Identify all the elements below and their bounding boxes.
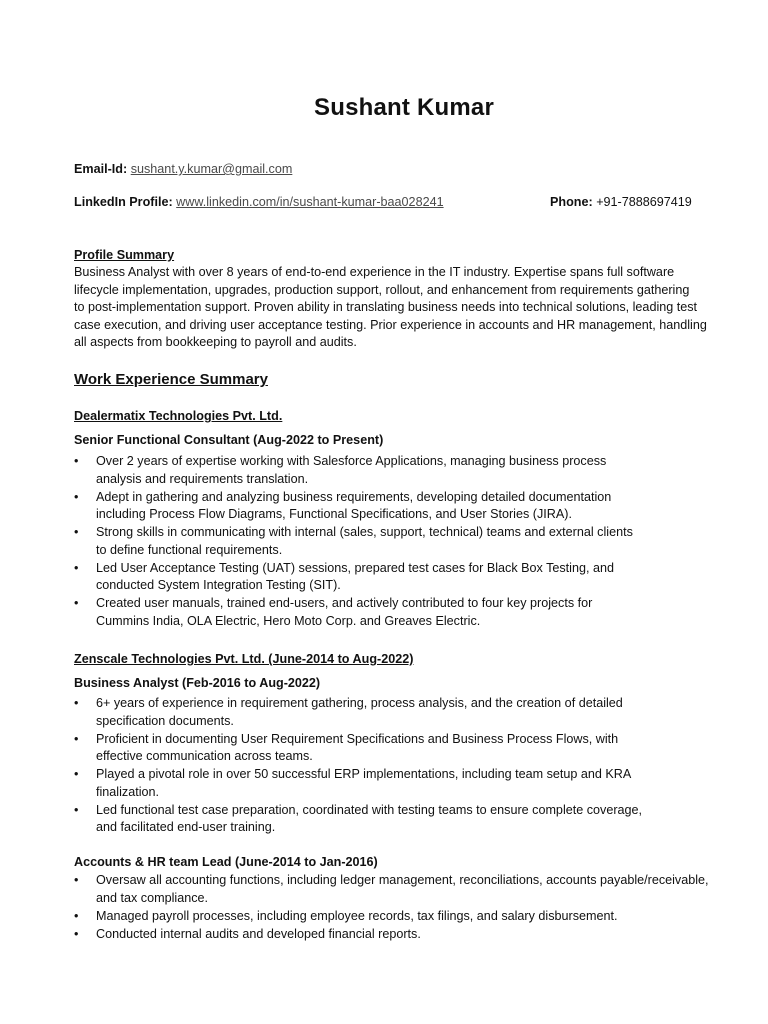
accounts-hr-responsibilities [74,872,709,944]
list-item: • Adept in gathering and analyzing business requirements, developing detailed documentation including Process Flow Diagrams, Functional Specifications, and User Stories (JIRA). [74,489,612,522]
job-title: Business Analyst (Feb-2016 to Aug-2022) [74,676,321,690]
bullet-icon: • [74,767,79,782]
bullet-icon: • [74,908,79,923]
bullet-icon: • [74,731,79,746]
profile-line: lifecycle implementation, upgrades, production support, rollout, and enhancement from requirements gathering [74,282,690,297]
company1-responsibilities [74,453,633,631]
bullet-icon: • [74,802,79,817]
email-line: Email-Id: sushant.y.kumar@gmail.com [74,162,293,176]
list-item: • Strong skills in communicating with internal (sales, support, technical) teams and external clients to define functional requirements. [74,525,633,557]
list-item: • Created user manuals, trained end-users, and actively contributed to four key projects for Cummins India, OLA Electric, Hero Moto Corp. and Greaves Electric. [74,596,593,628]
bullet-icon: • [74,873,79,887]
profile-summary-text [74,264,724,352]
list-item: • 6+ years of experience in requirement gathering, process analysis, and the creation of detailed specification documents. [74,696,623,728]
list-item: • Led functional test case preparation, coordinated with testing teams to ensure complete coverage, and facilitated end-user training. [74,802,643,835]
candidate-name: Sushant Kumar [314,94,494,121]
profile-line: to post-implementation support. Proven ability in translating business needs into technical solutions, leading test [74,300,698,315]
linkedin-link[interactable]: www.linkedin.com/in/sushant-kumar-baa028241 [176,195,444,209]
company-name: Zenscale Technologies Pvt. Ltd. (June-2014 to Aug-2022) [74,652,414,666]
email-link[interactable]: sushant.y.kumar@gmail.com [130,162,293,176]
company2-responsibilities [74,695,642,837]
list-item: • Proficient in documenting User Requirement Specifications and Business Process Flows, with effective communication across teams. [74,731,619,764]
list-item: • Oversaw all accounting functions, including ledger management, reconciliations, accounts payable/receivable, and tax compliance. [74,873,709,905]
bullet-icon: • [74,489,79,504]
phone-label: Phone: [550,195,593,209]
list-item: • Played a pivotal role in over 50 successful ERP implementations, including team setup and KRA finalization. [74,767,632,799]
linkedin-label: LinkedIn Profile [74,195,169,209]
job-title: Senior Functional Consultant (Aug-2022 to Present) [74,433,384,447]
bullet-icon: • [74,525,79,540]
bullet-icon: • [74,560,79,575]
bullet-icon: • [74,454,79,468]
bullet-icon: • [74,926,79,941]
list-item: • Over 2 years of expertise working with Salesforce Applications, managing business process analysis and requirements translation. [74,454,607,486]
phone-value: +91-7888697419 [596,195,692,209]
profile-line: all aspects from bookkeeping to payroll and audits. [74,335,357,350]
list-item: • Conducted internal audits and developed financial reports. [74,926,709,944]
company-name: Dealermatix Technologies Pvt. Ltd. [74,409,283,423]
job-title: Accounts & HR team Lead (June-2014 to Jan-2016) [74,855,378,869]
email-label: Email-Id [74,162,123,176]
profile-line: case execution, and driving user acceptance testing. Prior experience in accounts and HR management, handling [74,317,707,332]
phone-line [550,194,692,212]
bullet-icon: • [74,596,79,611]
linkedin-line: LinkedIn Profile: www.linkedin.com/in/sushant-kumar-baa028241 [74,195,444,209]
list-item: • Managed payroll processes, including employee records, tax filings, and salary disbursement. [74,908,709,926]
profile-summary-heading: Profile Summary [74,248,175,262]
work-experience-heading: Work Experience Summary [74,371,268,388]
list-item: • Led User Acceptance Testing (UAT) sessions, prepared test cases for Black Box Testing, and conducted System Integration Testing (SIT). [74,560,615,593]
profile-line: Business Analyst with over 8 years of end-to-end experience in the IT industry. Expertise spans full software [74,265,675,279]
bullet-icon: • [74,696,79,710]
